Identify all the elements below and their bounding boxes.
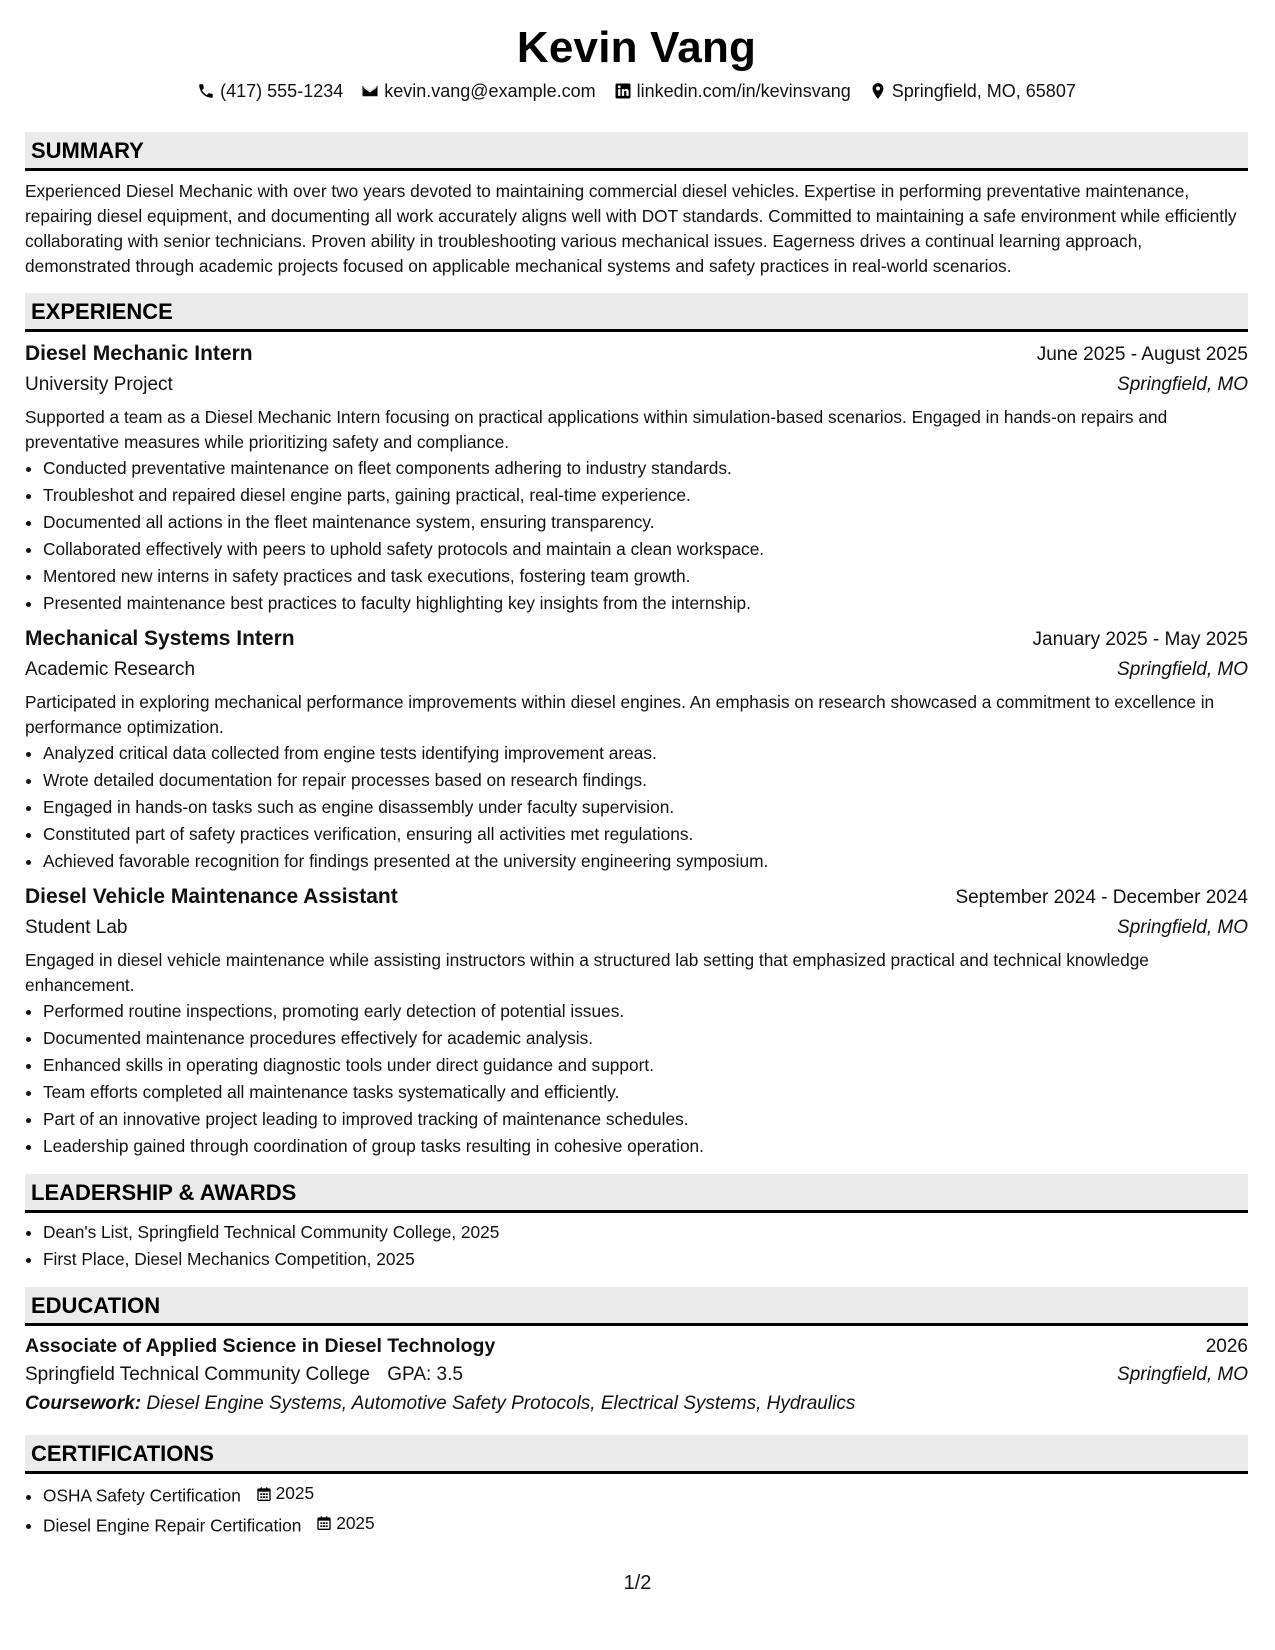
cert-name: OSHA Safety Certification [43,1485,241,1506]
section-heading-certifications: CERTIFICATIONS [25,1435,1248,1474]
job-entry [25,340,1248,617]
job-organization: Student Lab [25,917,128,938]
list-item: • Team efforts completed all maintenance tasks systematically and efficiently. [43,1079,1248,1106]
job-title: Diesel Mechanic Intern [25,342,253,365]
list-item: • Enhanced skills in operating diagnostic tools under direct guidance and support. [43,1052,1248,1079]
map-pin-icon [869,82,887,100]
job-bullets [25,998,1248,1160]
cert-year: 2025 [275,1483,315,1503]
list-item: • First Place, Diesel Mechanics Competition, 2025 [43,1246,1248,1273]
list-item [43,1510,1248,1540]
cert-year: 2025 [336,1512,375,1533]
contact-linkedin[interactable] [614,80,851,102]
list-item: • Part of an innovative project leading to improved tracking of maintenance schedules. [43,1106,1248,1133]
job-description: Participated in exploring mechanical performance improvements within diesel engines. An emphasis on research showcased a commitment to excellence in performance optimization. [25,692,1215,737]
envelope-icon [361,82,379,100]
summary-text: Experienced Diesel Mechanic with over two years devoted to maintaining commercial diesel vehicles. Expertise in performing preventative maintenance, repairing diesel equipment, and documenting all work accurately aligns well with DOT standards. Committed to maintaining a safe environment while efficiently collaborating with senior technicians. Proven ability in troubleshooting various mechanical issues. Eagerness drives a continual learning approach, demonstrated through academic projects focused on applicable mechanical systems and safety practices in real-world scenarios. [25,181,1237,276]
location-text: Springfield, MO, 65807 [891,81,1076,101]
job-title: Diesel Vehicle Maintenance Assistant [25,885,398,908]
school-location: Springfield, MO [1117,1364,1248,1385]
section-heading-education: EDUCATION [25,1287,1248,1326]
list-item [43,1480,1248,1510]
candidate-name: Kevin Vang [516,23,757,72]
section-heading-summary: SUMMARY [25,132,1248,171]
list-item: • Achieved favorable recognition for findings presented at the university engineering symposium. [43,848,1248,875]
cert-name: Diesel Engine Repair Certification [43,1515,302,1535]
section-heading-experience: EXPERIENCE [25,293,1248,332]
job-bullets [25,455,1248,617]
list-item: • Engaged in hands-on tasks such as engine disassembly under faculty supervision. [43,794,1248,821]
awards-section [25,1174,1248,1273]
list-item: • Collaborated effectively with peers to uphold safety protocols and maintain a clean workspace. [43,536,1248,563]
list-item: • Performed routine inspections, promoting early detection of potential issues. [43,998,1248,1025]
list-item: • Documented all actions in the fleet maintenance system, ensuring transparency. [43,509,1248,536]
certifications-section [25,1435,1248,1539]
school-line [25,1361,463,1389]
job-title: Mechanical Systems Intern [25,627,295,650]
calendar-icon [256,1486,272,1502]
list-item: • Presented maintenance best practices to faculty highlighting key insights from the internship. [43,590,1248,617]
education-section [25,1287,1248,1419]
certifications-list [25,1480,1248,1539]
list-item: • Constituted part of safety practices verification, ensuring all activities met regulations. [43,821,1248,848]
phone-icon [197,82,215,100]
experience-section [25,293,1248,1160]
coursework-line [25,1389,1248,1419]
list-item: • Dean's List, Springfield Technical Community College, 2025 [43,1219,1248,1246]
linkedin-icon [614,82,632,100]
job-location: Springfield, MO [1117,374,1248,395]
phone-text: (417) 555-1234 [220,81,344,101]
job-entry [25,883,1248,1160]
contact-bar [25,80,1248,102]
contact-email[interactable] [361,80,595,102]
page-number: 1/2 [623,1572,652,1594]
list-item: • Leadership gained through coordination of group tasks resulting in cohesive operation. [43,1133,1248,1160]
email-text: kevin.vang@example.com [384,81,596,101]
job-entry [25,625,1248,875]
cert-date [256,1480,314,1507]
contact-location [869,80,1076,102]
linkedin-text: linkedin.com/in/kevinsvang [636,81,851,101]
coursework-list: Diesel Engine Systems, Automotive Safety Protocols, Electrical Systems, Hydraulics [146,1393,856,1414]
job-description: Supported a team as a Diesel Mechanic Intern focusing on practical applications within simulation-based scenarios. Engaged in hands-on repairs and preventative measures while prioritizing safety and compliance. [25,407,1168,452]
job-location: Springfield, MO [1117,659,1248,680]
job-dates: January 2025 - May 2025 [1032,629,1248,650]
resume-page [25,0,1248,1539]
job-organization: University Project [25,374,173,395]
cert-date [316,1510,374,1537]
job-dates: June 2025 - August 2025 [1036,344,1248,365]
list-item: • Analyzed critical data collected from engine tests identifying improvement areas. [43,740,1248,767]
job-location: Springfield, MO [1117,917,1248,938]
graduation-year: 2026 [1205,1336,1248,1357]
summary-section [25,132,1248,279]
section-heading-awards: LEADERSHIP & AWARDS [25,1174,1248,1213]
calendar-icon [316,1515,332,1531]
list-item: • Troubleshot and repaired diesel engine parts, gaining practical, real-time experience. [43,482,1248,509]
list-item: • Mentored new interns in safety practices and task executions, fostering team growth. [43,563,1248,590]
job-description: Engaged in diesel vehicle maintenance while assisting instructors within a structured lab setting that emphasized practical and technical knowledge enhancement. [25,950,1149,995]
job-dates: September 2024 - December 2024 [955,887,1248,908]
list-item: • Wrote detailed documentation for repair processes based on research findings. [43,767,1248,794]
list-item: • Conducted preventative maintenance on fleet components adhering to industry standards. [43,455,1248,482]
school-name: Springfield Technical Community College [25,1364,370,1385]
contact-phone [197,80,343,102]
gpa: GPA: 3.5 [387,1364,463,1385]
list-item: • Documented maintenance procedures effectively for academic analysis. [43,1025,1248,1052]
job-bullets [25,740,1248,875]
awards-list [25,1219,1248,1273]
coursework-label: Coursework: [25,1393,142,1414]
job-organization: Academic Research [25,659,196,680]
degree-title: Associate of Applied Science in Diesel Technology [25,1335,496,1357]
